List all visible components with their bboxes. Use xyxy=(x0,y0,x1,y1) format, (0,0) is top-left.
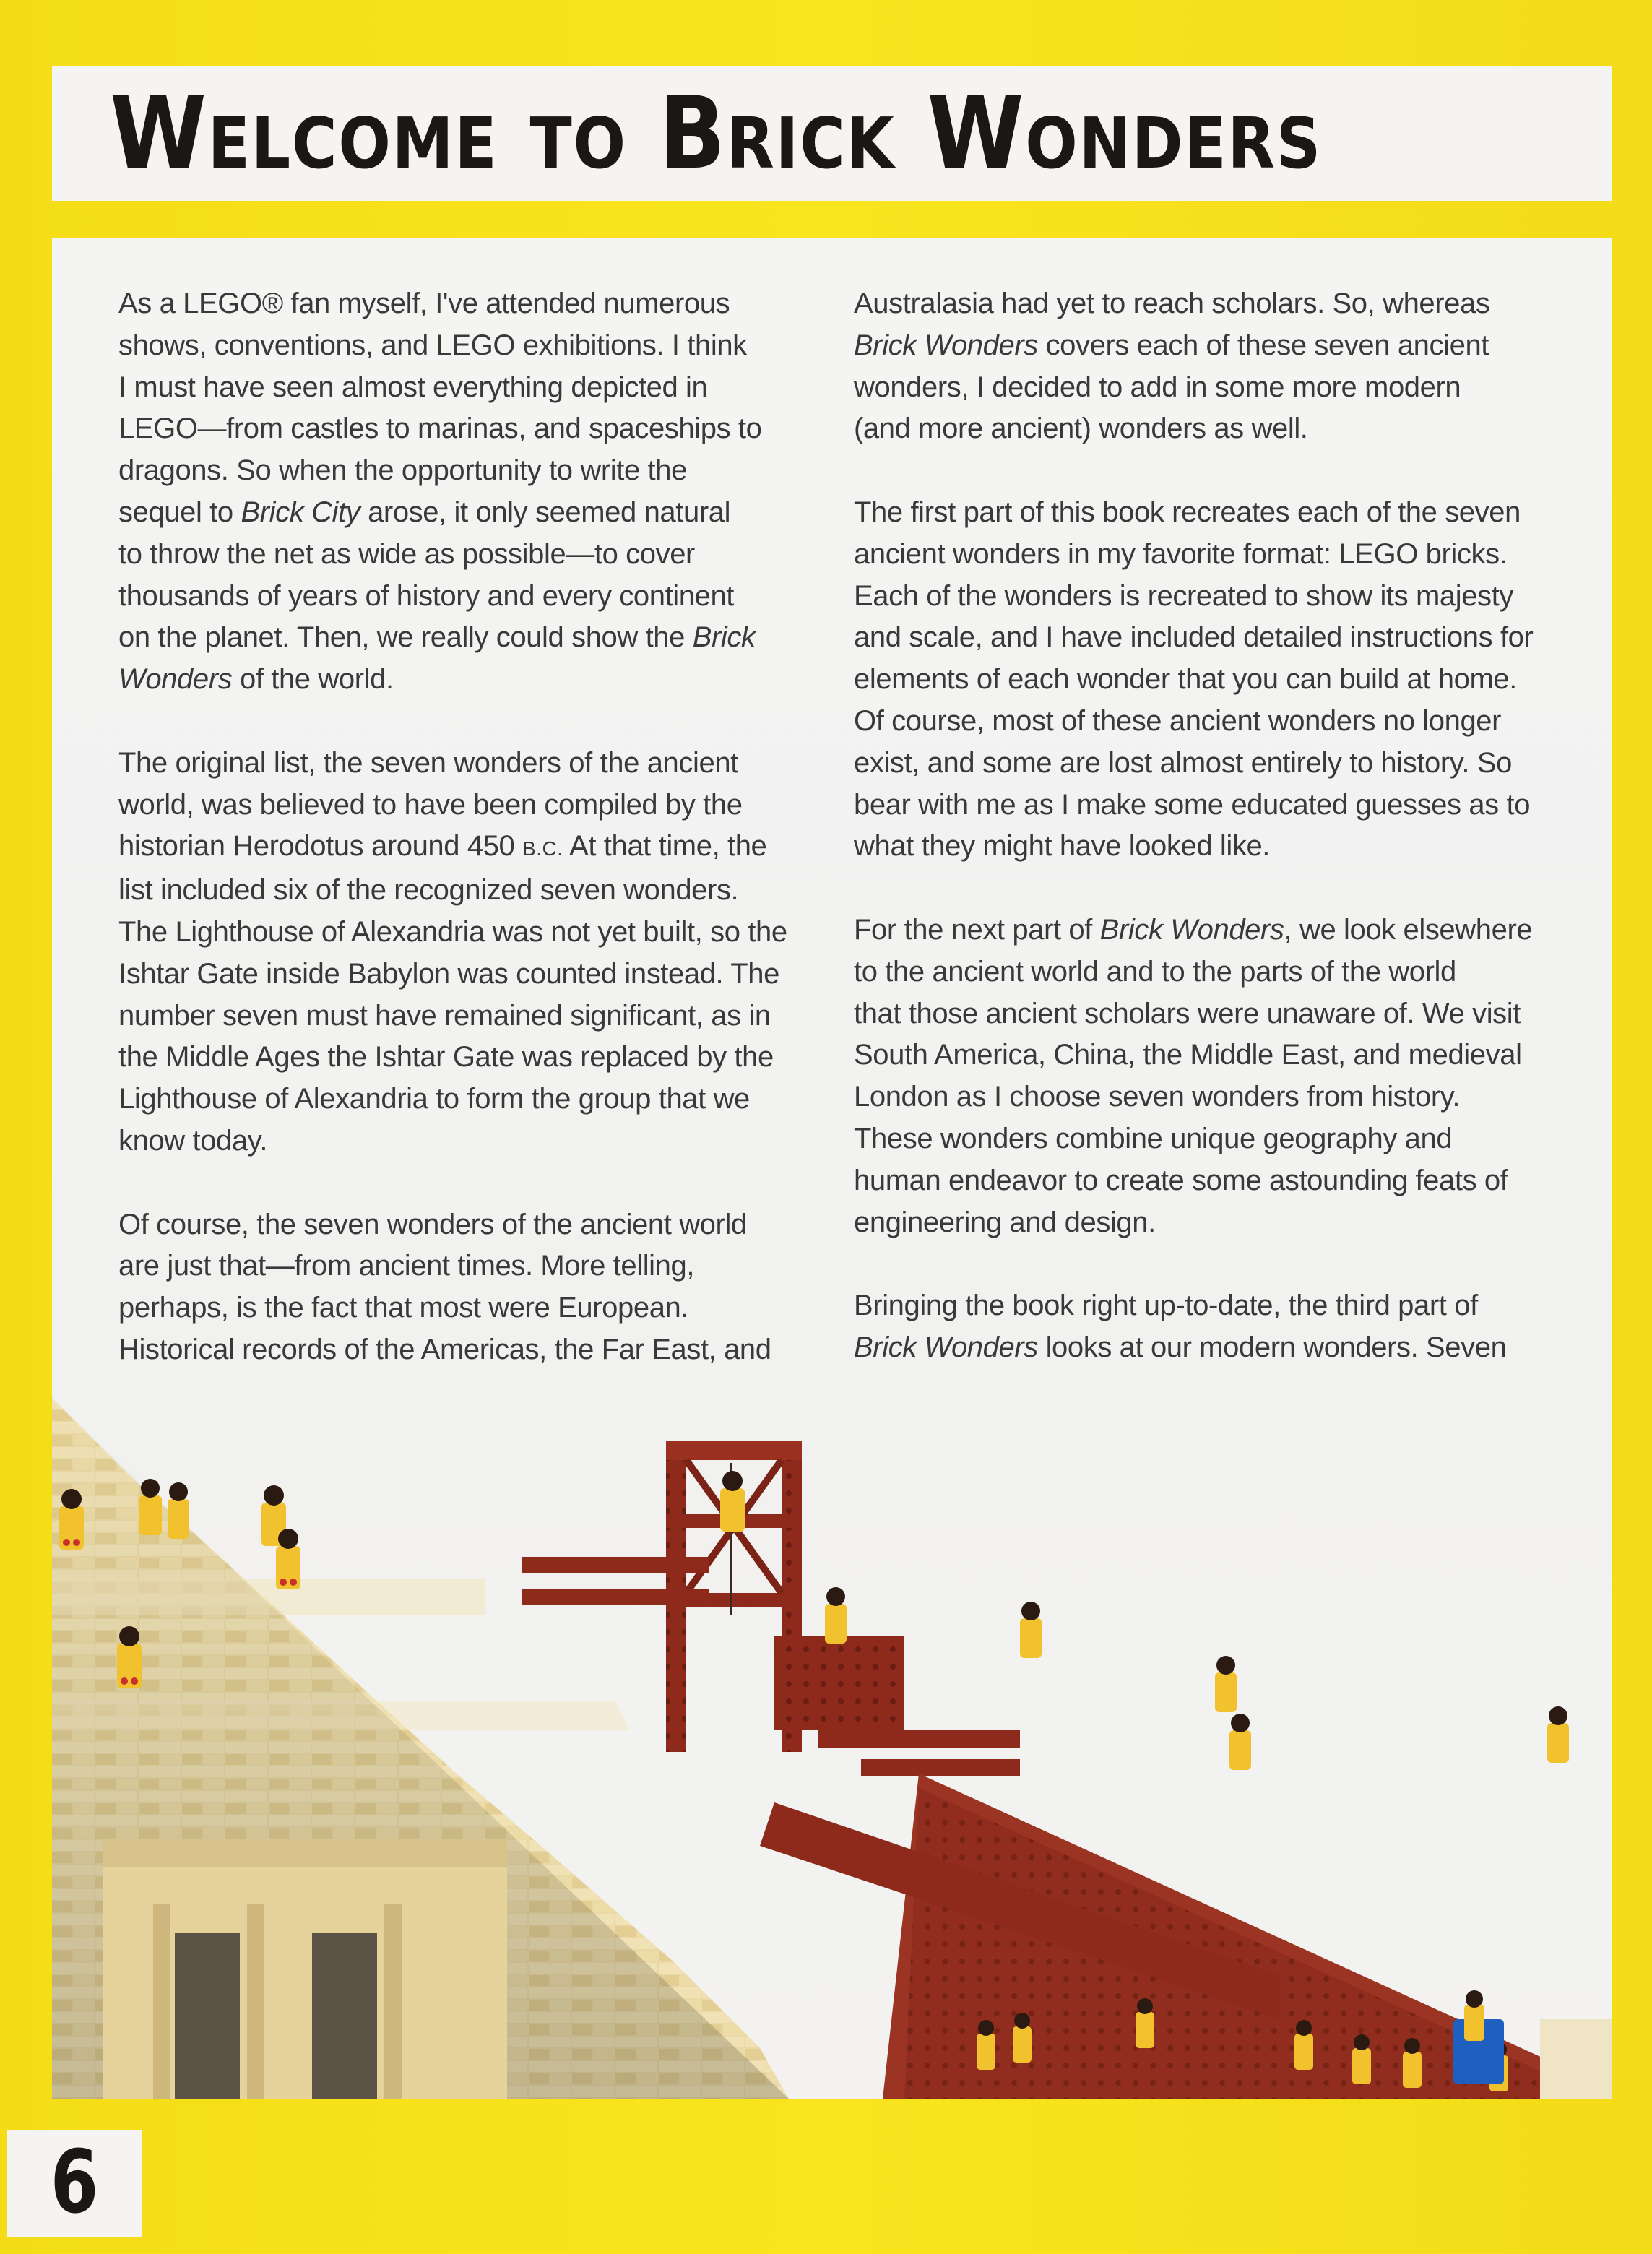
pyramid-scene-illustration xyxy=(52,1398,1612,2099)
page-number-box xyxy=(7,2130,142,2237)
right-paragraph-3 xyxy=(854,910,1583,1243)
era-abbreviation: B.C. xyxy=(522,837,563,860)
right-paragraph-2: The first part of this book recreates each of the seven ancient wonders in my favorite format: LEGO bricks. Each of the wonders is recreated to show its majesty and scale, and I have included detailed instructions for elements of each wonder that you can build at home. Of course, most of these ancient wonders no longer exist, and some are lost almost entirely to history. So bear with me as I make some educated guesses as to what they might have looked like. xyxy=(854,496,1534,863)
left-paragraph-2 xyxy=(118,743,812,1162)
text-run: At that time, the list included six of the recognized seven wonders. The Lighthouse of Alexandria was not yet built, so the Ishtar Gate inside Babylon was counted instead. The number seven must have remained significant, as in the Middle Ages the Ishtar Gate was replaced by the Lighthouse of Alexandria to form the group that we know today. xyxy=(118,830,787,1157)
text-run: For the next part of xyxy=(854,913,1100,946)
italic-title-brick-wonders: Brick Wonders xyxy=(1099,913,1284,946)
lego-pyramid-photo xyxy=(52,1398,1612,2099)
text-run: Bringing the book right up-to-date, the third part of xyxy=(854,1290,1478,1322)
text-run: , we look elsewhere to the ancient world and to the parts of the world that those ancient scholars were unaware of. We visit South America, China, the Middle East, and medieval London as I choose seven wonders from history. These wonders combine unique geography and human endeavor to create some astounding feats of engineering and design. xyxy=(854,913,1533,1238)
left-paragraph-1 xyxy=(118,283,812,701)
italic-title-brick-wonders: Brick Wonders xyxy=(118,621,756,696)
right-paragraph-1 xyxy=(854,283,1583,450)
italic-title-brick-wonders: Brick Wonders xyxy=(854,1331,1038,1363)
left-paragraph-3: Of course, the seven wonders of the ancient world are just that—from ancient times. More telling, perhaps, is the fact that most were European. Historical records of the Americas, the Far East, and xyxy=(118,1208,771,1365)
text-run: As a LEGO® fan myself, I've attended numerous shows, conventions, and LEGO exhibitions. I think I must have seen almost everything depicted in LEGO—from castles to marinas, and spaceships to dragons. So when the opportunity to write the sequel to xyxy=(118,288,762,528)
right-column xyxy=(854,283,1583,1411)
text-run: arose, it only seemed natural to throw the net as wide as possible—to cover thousands of years of history and every continent on the planet. Then, we really could show the xyxy=(118,496,735,654)
italic-title-brick-wonders: Brick Wonders xyxy=(854,329,1038,361)
text-run: Australasia had yet to reach scholars. So, whereas xyxy=(854,288,1490,319)
title-bar xyxy=(52,66,1612,201)
text-run: The original list, the seven wonders of the ancient world, was believed to have been compiled by the historian Herodotus around 450 xyxy=(118,746,743,863)
text-run: looks at our modern wonders. Seven xyxy=(1037,1331,1507,1363)
page-number: 6 xyxy=(50,2133,99,2233)
left-column xyxy=(118,283,812,1413)
text-run: covers each of these seven ancient wonders, I decided to add in some more modern (and more ancient) wonders as well. xyxy=(854,329,1489,445)
text-run: of the world. xyxy=(232,663,394,696)
page-title: Welcome to Brick Wonders xyxy=(110,75,1323,191)
right-paragraph-4 xyxy=(854,1285,1583,1369)
italic-title-brick-city: Brick City xyxy=(241,496,360,528)
